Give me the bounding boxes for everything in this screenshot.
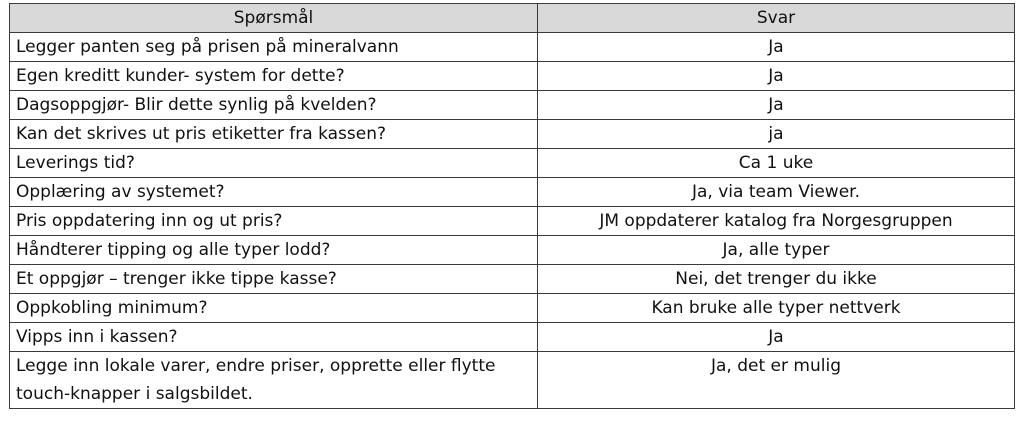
table-row: [10, 236, 1015, 265]
table-row: [10, 207, 1015, 236]
table-row: [10, 149, 1015, 178]
answer-cell: Ja, via team Viewer.: [538, 178, 1015, 207]
answer-cell: Ja: [538, 62, 1015, 91]
question-cell: Pris oppdatering inn og ut pris?: [10, 207, 538, 236]
answer-cell: Ja: [538, 91, 1015, 120]
answer-cell: Ca 1 uke: [538, 149, 1015, 178]
question-cell: Vipps inn i kassen?: [10, 323, 538, 352]
answer-cell: Ja: [538, 33, 1015, 62]
question-cell: Legger panten seg på prisen på mineralvann: [10, 33, 538, 62]
answer-cell: JM oppdaterer katalog fra Norgesgruppen: [538, 207, 1015, 236]
question-cell: Dagsoppgjør- Blir dette synlig på kvelden?: [10, 91, 538, 120]
table-row: [10, 91, 1015, 120]
table-row: [10, 352, 1015, 409]
answer-cell: ja: [538, 120, 1015, 149]
question-cell: Opplæring av systemet?: [10, 178, 538, 207]
table-row: [10, 265, 1015, 294]
table-row: [10, 62, 1015, 91]
table-row: [10, 323, 1015, 352]
table-row: [10, 120, 1015, 149]
qa-table: [9, 3, 1015, 409]
question-cell: Håndterer tipping og alle typer lodd?: [10, 236, 538, 265]
answer-cell: Nei, det trenger du ikke: [538, 265, 1015, 294]
question-cell: Kan det skrives ut pris etiketter fra kassen?: [10, 120, 538, 149]
question-cell: Oppkobling minimum?: [10, 294, 538, 323]
answer-cell: Ja, alle typer: [538, 236, 1015, 265]
answer-cell: Ja, det er mulig: [538, 352, 1015, 409]
answer-cell: Ja: [538, 323, 1015, 352]
table-row: [10, 178, 1015, 207]
question-cell: Legge inn lokale varer, endre priser, opprette eller flytte touch-knapper i salgsbildet.: [10, 352, 538, 409]
header-row: [10, 4, 1015, 33]
question-cell: Leverings tid?: [10, 149, 538, 178]
table-row: [10, 33, 1015, 62]
question-cell: Egen kreditt kunder- system for dette?: [10, 62, 538, 91]
table-row: [10, 294, 1015, 323]
answer-cell: Kan bruke alle typer nettverk: [538, 294, 1015, 323]
header-answer: Svar: [538, 4, 1015, 33]
question-cell: Et oppgjør – trenger ikke tippe kasse?: [10, 265, 538, 294]
header-question: Spørsmål: [10, 4, 538, 33]
